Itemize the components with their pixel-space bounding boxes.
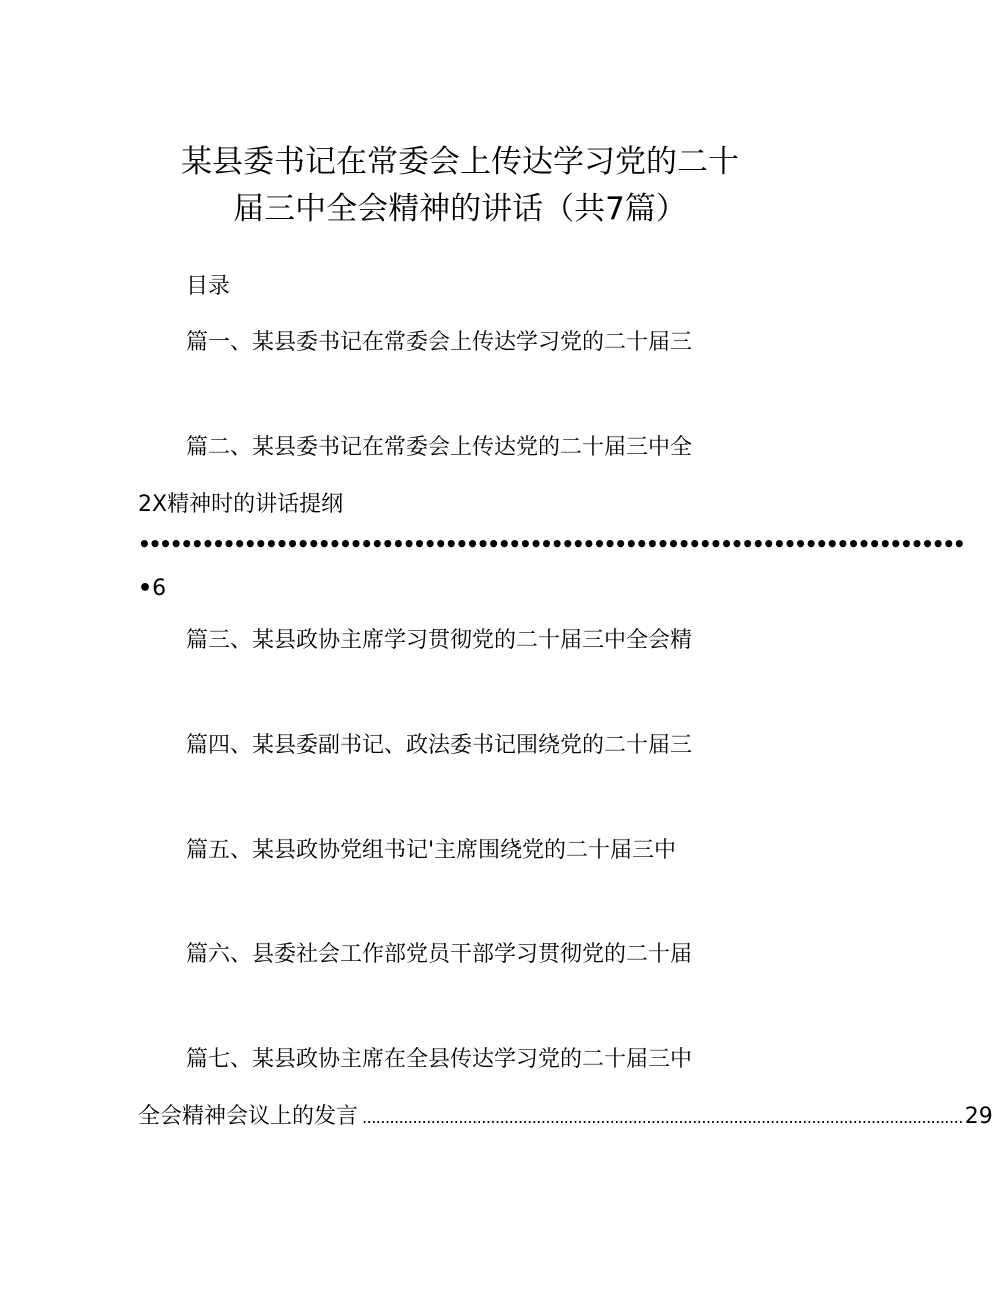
toc-entry-3[interactable]: 篇三、某县政协主席学习贯彻党的二十届三中全会精 [186,628,693,653]
toc-entry-6[interactable]: 篇六、县委社会工作部党员干部学习贯彻党的二十届 [186,942,693,967]
toc-entry-5[interactable]: 篇五、某县政协党组书记'主席围绕党的二十届三中 [186,838,677,863]
toc-entry-2-page-number: 6 [152,576,167,601]
toc-entry-7-continuation-line[interactable] [138,1102,993,1133]
dot-leader-tail: • [138,576,153,601]
toc-entry-7-continuation: 全会精神会议上的发言 [138,1104,359,1129]
toc-dot-leader: •••••••••••••••••••••••••••••••••••••••••••••••••••••••••••••••••••••••••••••• [138,532,964,556]
toc-entry-7-page-number: 29 [964,1104,993,1129]
toc-entry-1[interactable]: 篇一、某县委书记在常委会上传达学习党的二十届三 [186,330,693,355]
toc-entry-4[interactable]: 篇四、某县委副书记、政法委书记围绕党的二十届三 [186,733,693,758]
toc-entry-2-continuation[interactable]: 2X精神时的讲话提纲 [138,492,344,517]
toc-entry-7[interactable]: 篇七、某县政协主席在全县传达学习党的二十届三中 [186,1047,693,1072]
toc-dot-leader: ................................................................................................................................... [362,1108,963,1127]
toc-heading: 目录 [186,274,231,299]
document-title-line-1: 某县委书记在常委会上传达学习党的二十 [181,144,739,180]
toc-entry-2-page[interactable] [138,574,166,604]
toc-entry-2[interactable]: 篇二、某县委书记在常委会上传达党的二十届三中全 [186,435,693,460]
document-title-line-2: 届三中全会精神的讲话（共7篇） [233,191,687,227]
